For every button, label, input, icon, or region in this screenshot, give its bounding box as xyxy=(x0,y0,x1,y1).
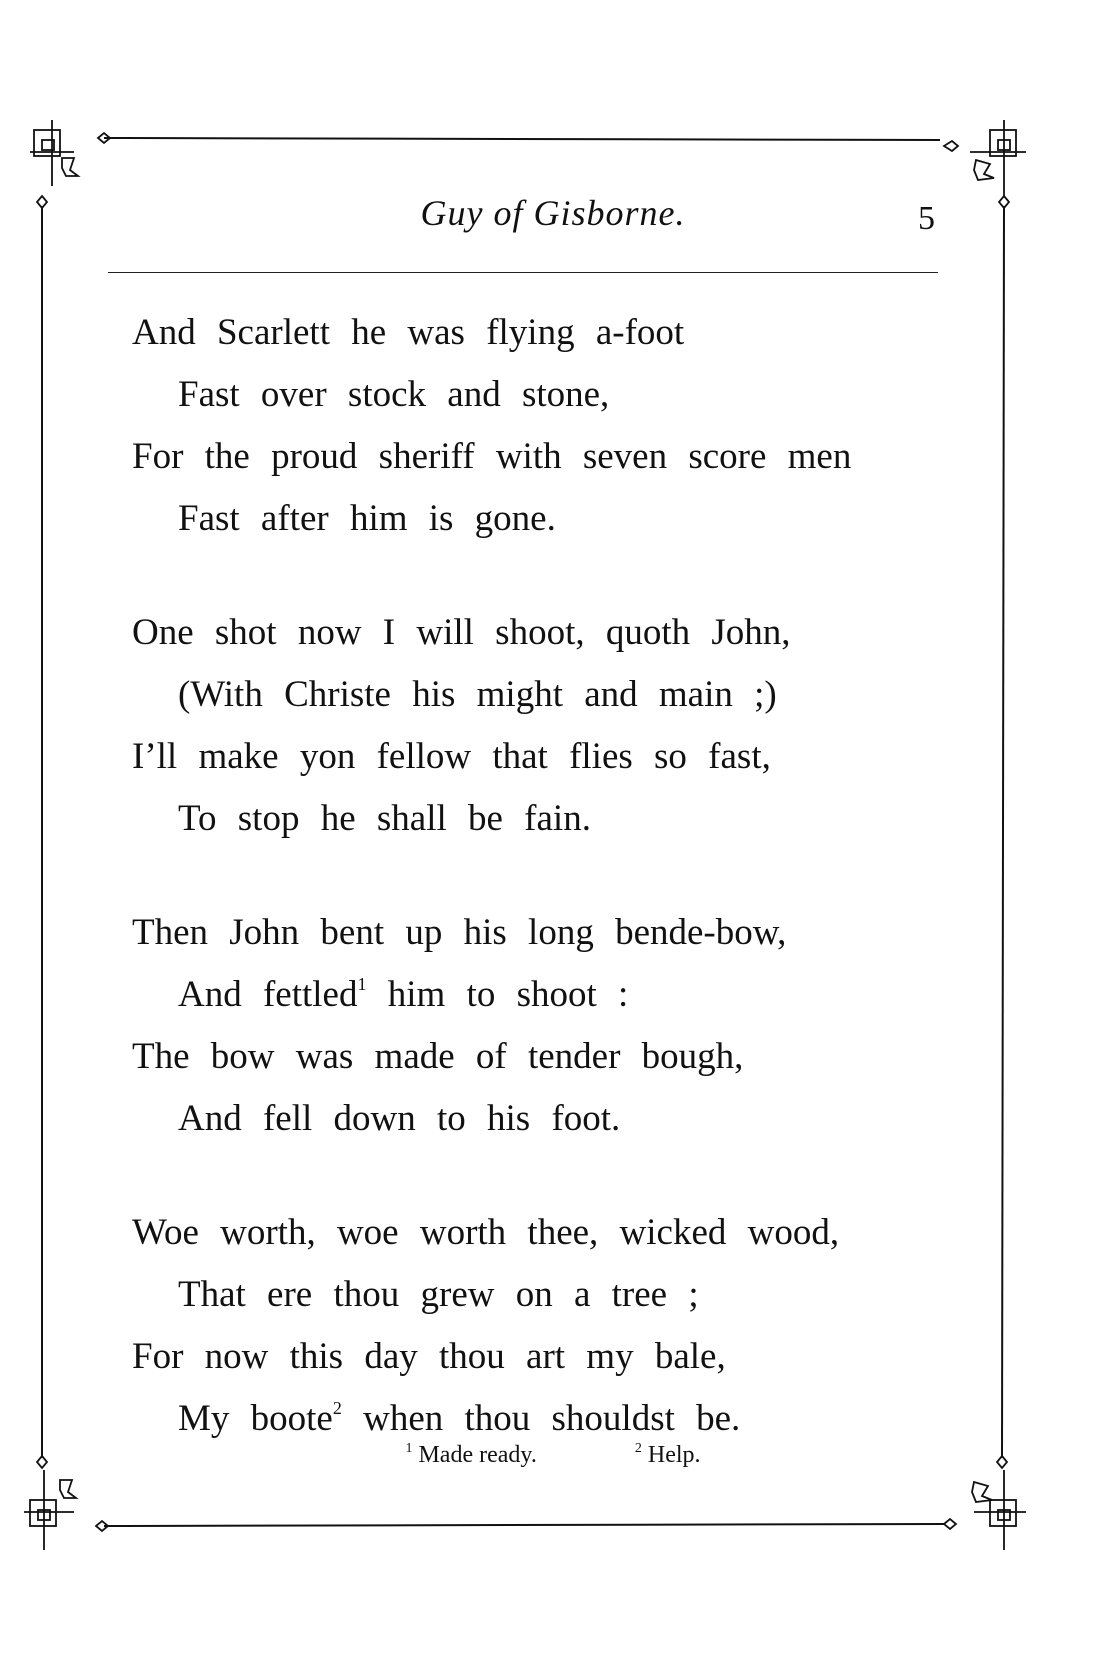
footnote-marker: 1 xyxy=(405,1441,413,1456)
poem-line: The bow was made of tender bough, xyxy=(132,1036,744,1077)
corner-ornament-bottom-left xyxy=(24,1456,108,1550)
running-title: Guy of Gisborne. xyxy=(420,193,686,233)
page-number: 5 xyxy=(918,200,935,237)
footnote-text: Made ready. xyxy=(418,1442,537,1468)
poem-line: (With Christe his might and main ;) xyxy=(178,674,777,715)
poem-line: For now this day thou art my bale, xyxy=(132,1336,726,1377)
poem-line-text: My boote xyxy=(178,1398,333,1439)
poem-line: Then John bent up his long bende-bow, xyxy=(132,912,787,953)
poem-line-text: when thou shouldst be. xyxy=(341,1398,741,1439)
poem-line: And fell down to his foot. xyxy=(178,1098,621,1139)
footnotes xyxy=(0,1442,1106,1469)
header-rule xyxy=(108,272,938,273)
poem-line xyxy=(132,964,952,1026)
poem-line: I’ll make yon fellow that flies so fast, xyxy=(132,736,771,777)
footnote xyxy=(405,1442,536,1469)
poem-line: To stop he shall be fain. xyxy=(178,798,591,839)
footnote-reference: 2 xyxy=(332,1398,342,1418)
footnote-text: Help. xyxy=(647,1442,701,1468)
poem-body xyxy=(132,302,952,1502)
footnote-reference: 1 xyxy=(357,974,367,994)
footnote xyxy=(635,1442,701,1469)
stanza xyxy=(132,602,952,850)
stanza xyxy=(132,902,952,1150)
poem-line-text: And fettled xyxy=(178,974,358,1015)
poem-line: Fast over stock and stone, xyxy=(178,374,610,415)
poem-line: Woe worth, woe worth thee, wicked wood, xyxy=(132,1212,840,1253)
poem-line-text: him to shoot : xyxy=(366,974,629,1015)
stanza xyxy=(132,1202,952,1450)
poem-line: Fast after him is gone. xyxy=(178,498,556,539)
poem-line: And Scarlett he was flying a-foot xyxy=(132,312,685,353)
poem-line: For the proud sheriff with seven score men xyxy=(132,436,852,477)
footnote-marker: 2 xyxy=(634,1441,642,1456)
stanza xyxy=(132,302,952,550)
corner-ornament-bottom-right xyxy=(944,1456,1026,1550)
poem-line: One shot now I will shoot, quoth John, xyxy=(132,612,791,653)
poem-line xyxy=(132,1388,952,1450)
poem-line: That ere thou grew on a tree ; xyxy=(178,1274,699,1315)
